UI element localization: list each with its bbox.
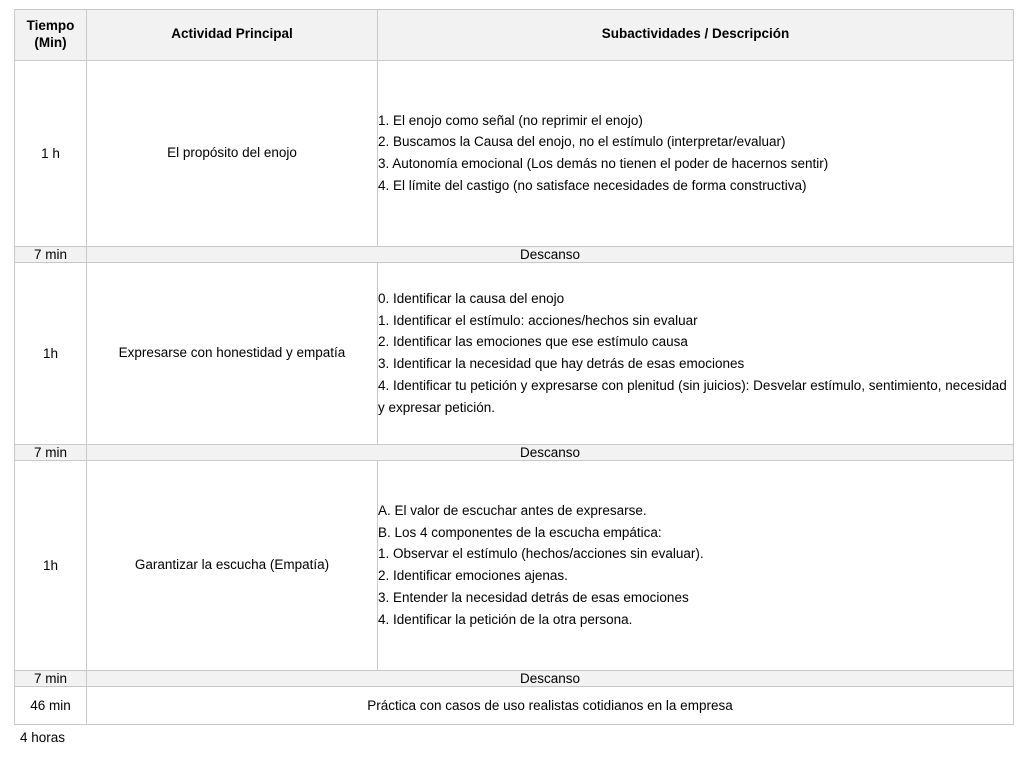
row-time: 1h — [15, 460, 87, 670]
table-row-break — [15, 246, 1014, 262]
total-duration: 4 horas — [20, 729, 66, 745]
table-row — [15, 262, 1014, 444]
subactivity-line: 2. Identificar las emociones que ese estímulo causa — [378, 334, 688, 350]
break-label: Descanso — [87, 670, 1014, 686]
table-header-row — [15, 10, 1014, 61]
row-time: 7 min — [15, 670, 87, 686]
row-subactivities — [378, 262, 1014, 444]
row-time: 1 h — [15, 60, 87, 246]
subactivity-line: 0. Identificar la causa del enojo — [378, 290, 565, 306]
subactivity-line: 2. Identificar emociones ajenas. — [378, 568, 568, 584]
table-row-practice — [15, 686, 1014, 724]
subactivity-line: 2. Buscamos la Causa del enojo, no el estímulo (interpretar/evaluar) — [378, 134, 786, 150]
subactivity-line: 3. Autonomía emocional (Los demás no tienen el poder de hacernos sentir) — [378, 156, 829, 172]
column-header-subactivities: Subactividades / Descripción — [378, 10, 1014, 61]
column-header-time-line2: (Min) — [34, 34, 67, 50]
table-row-break — [15, 444, 1014, 460]
row-activity: Expresarse con honestidad y empatía — [87, 262, 378, 444]
row-subactivities — [378, 60, 1014, 246]
subactivity-line: A. El valor de escuchar antes de expresarse. — [378, 502, 647, 518]
schedule-table — [14, 9, 1014, 725]
subactivity-line: 1. Observar el estímulo (hechos/acciones sin evaluar). — [378, 546, 704, 562]
table-row-break — [15, 670, 1014, 686]
practice-label: Práctica con casos de uso realistas cotidianos en la empresa — [87, 686, 1014, 724]
row-activity: Garantizar la escucha (Empatía) — [87, 460, 378, 670]
subactivity-line: 4. Identificar la petición de la otra persona. — [378, 611, 633, 627]
row-time: 1h — [15, 262, 87, 444]
table-row — [15, 60, 1014, 246]
row-activity: El propósito del enojo — [87, 60, 378, 246]
break-label: Descanso — [87, 246, 1014, 262]
table-body — [15, 60, 1014, 724]
column-header-activity: Actividad Principal — [87, 10, 378, 61]
subactivity-line: 4. Identificar tu petición y expresarse con plenitud (sin juicios): Desvelar estímulo, sentimiento, necesidad y expresar petición. — [378, 378, 1007, 415]
row-subactivities — [378, 460, 1014, 670]
column-header-time — [15, 10, 87, 61]
break-label: Descanso — [87, 444, 1014, 460]
subactivity-line: 1. El enojo como señal (no reprimir el enojo) — [378, 112, 643, 128]
subactivity-line: 4. El límite del castigo (no satisface necesidades de forma constructiva) — [378, 178, 807, 194]
subactivity-line: B. Los 4 componentes de la escucha empática: — [378, 524, 662, 540]
row-time: 7 min — [15, 246, 87, 262]
table-row — [15, 460, 1014, 670]
subactivity-line: 3. Identificar la necesidad que hay detrás de esas emociones — [378, 356, 745, 372]
subactivity-line: 3. Entender la necesidad detrás de esas emociones — [378, 590, 689, 606]
row-time: 46 min — [15, 686, 87, 724]
column-header-time-line1: Tiempo — [26, 18, 75, 33]
table-header — [15, 10, 1014, 61]
row-time: 7 min — [15, 444, 87, 460]
subactivity-line: 1. Identificar el estímulo: acciones/hechos sin evaluar — [378, 312, 698, 328]
